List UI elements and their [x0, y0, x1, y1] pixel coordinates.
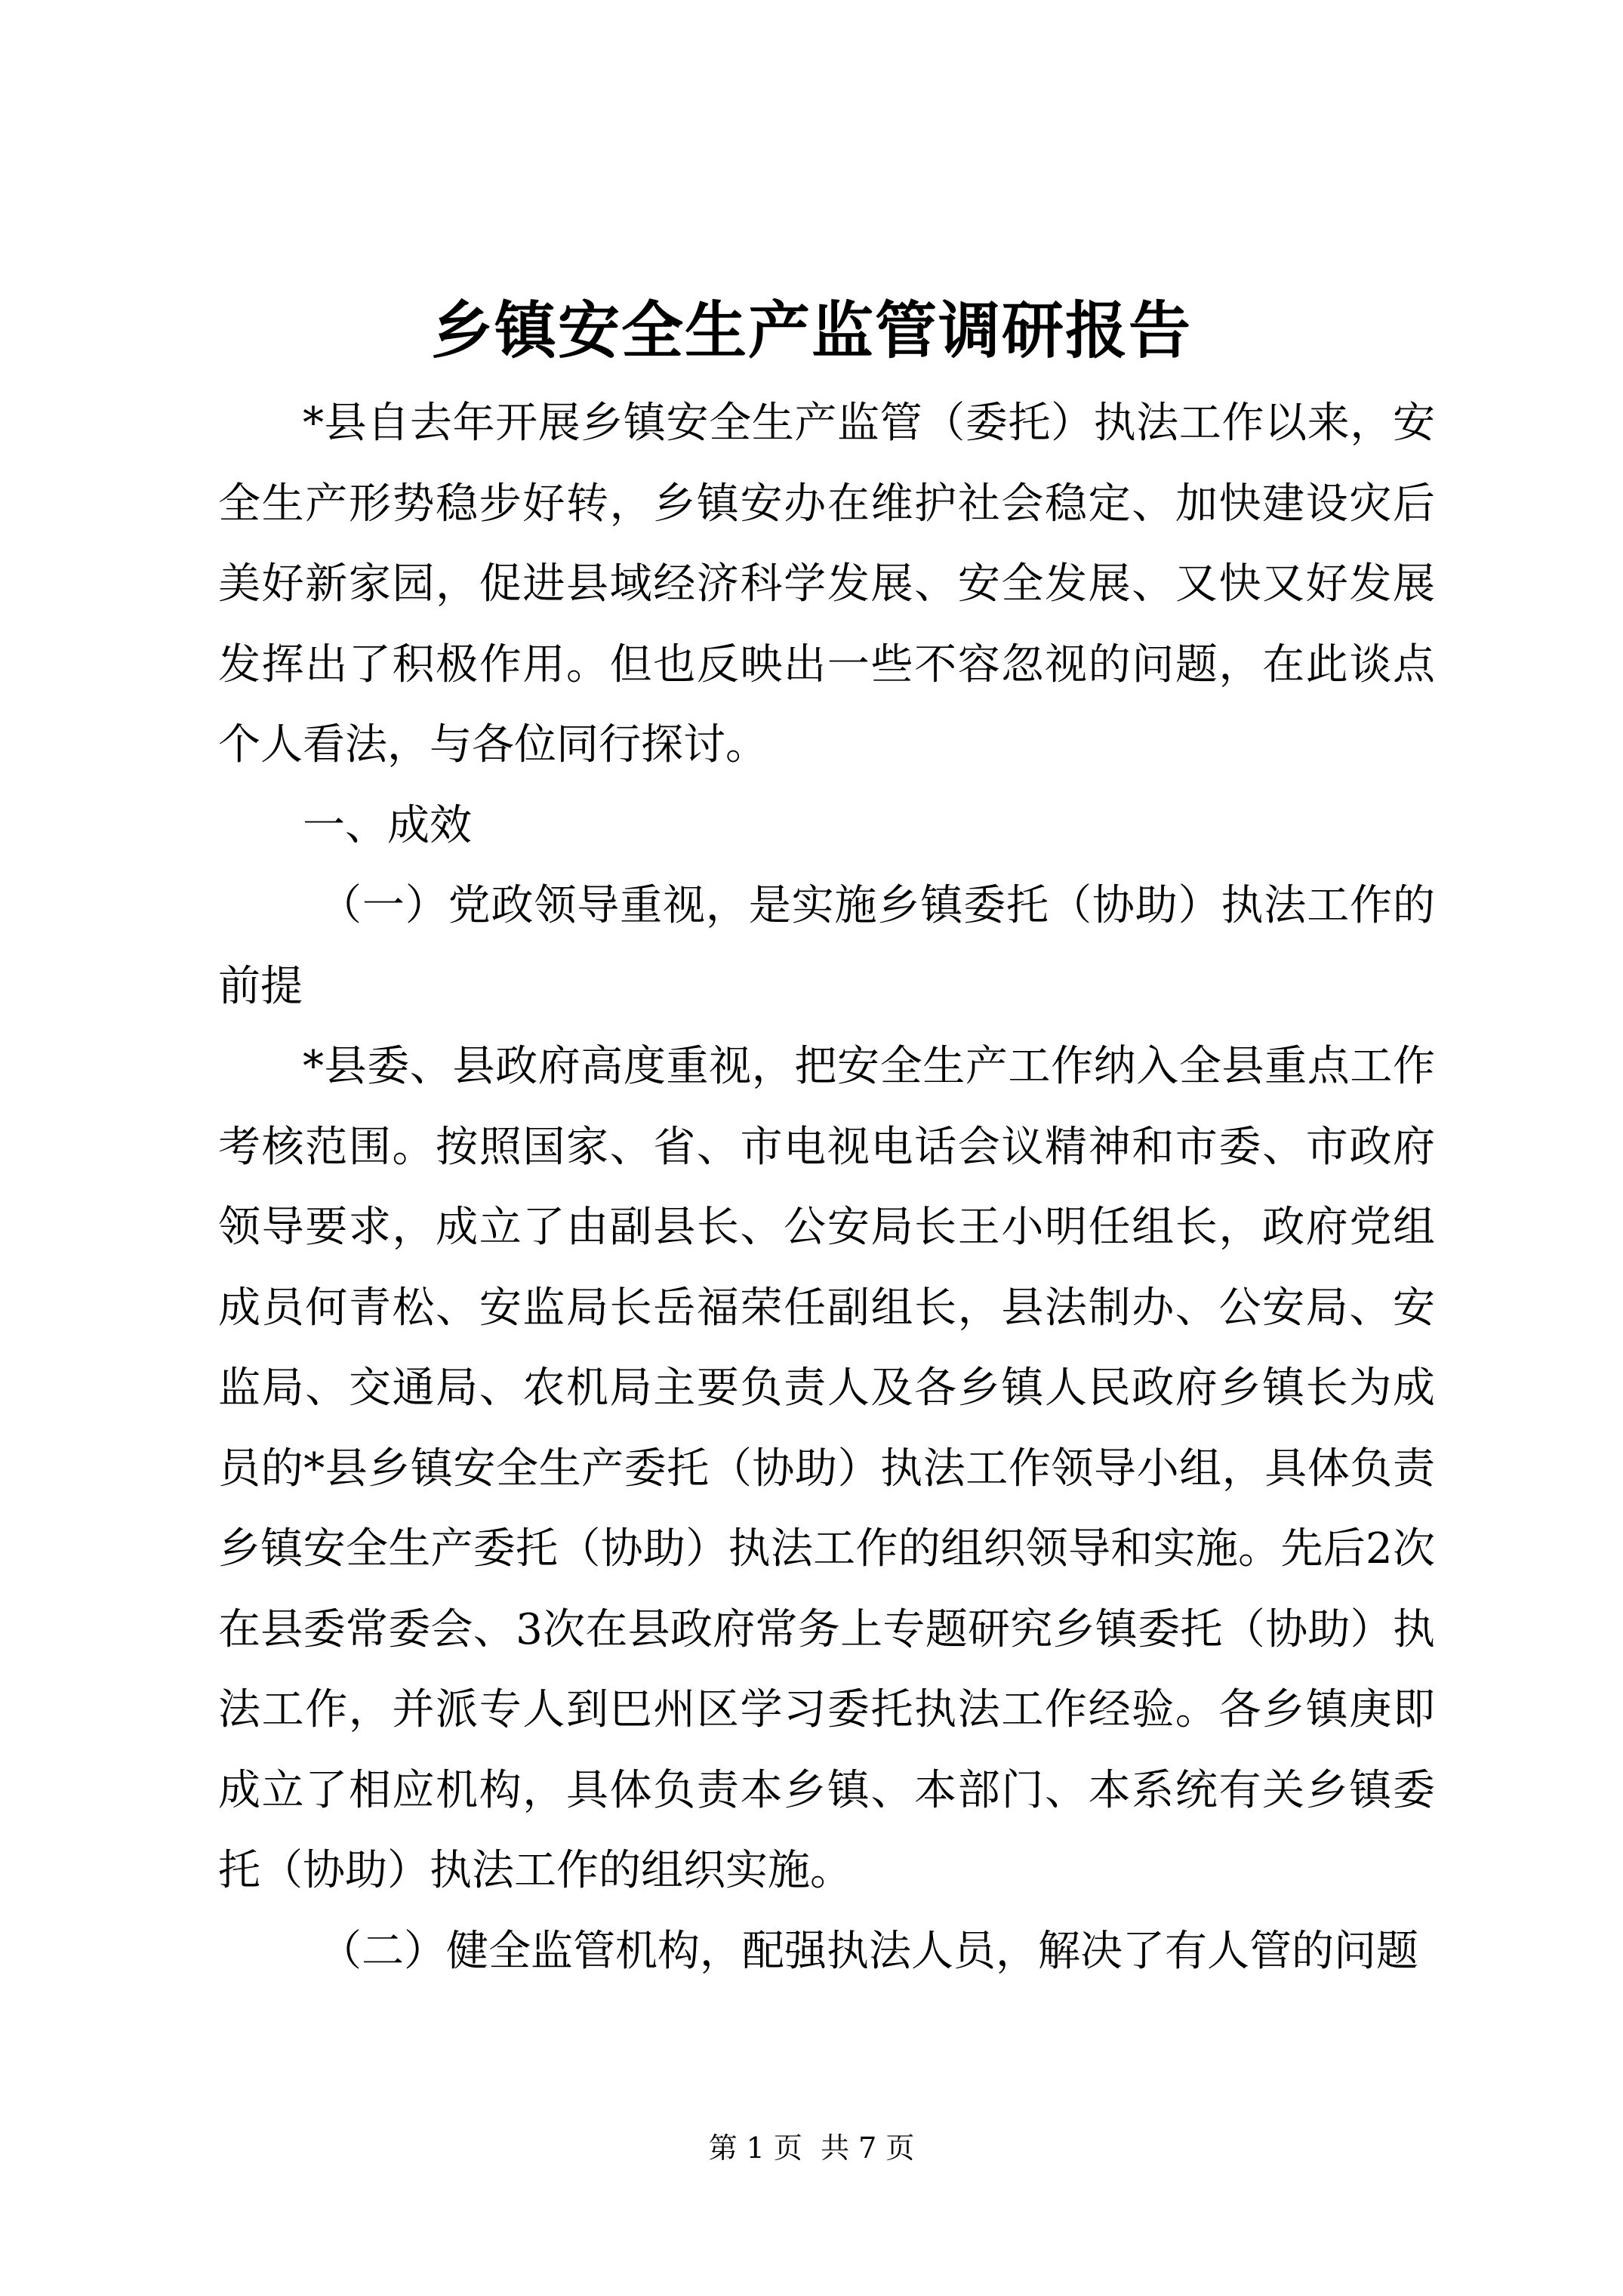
page-title: 乡镇安全生产监管调研报告 — [430, 294, 1192, 367]
paragraph-leadership: *县委、县政府高度重视，把安全生产工作纳入全县重点工作考核范围。按照国家、省、市电视电话会议精神和市委、市政府领导要求，成立了由副县长、公安局长王小明任组长，政府党组成员何青松、安监局长岳福荣任副组长，县法制办、公安局、安监局、交通局、农机局主要负责人及各乡镇人民政府乡镇长为成员的*县乡镇安全生产委托（协助）执法工作领导小组，具体负责乡镇安全生产委托（协助）执法工作的组织领导和实施。先后2次在县委常委会、3次在县政府常务上专题研究乡镇委托（协助）执法工作，并派专人到巴州区学习委托执法工作经验。各乡镇庚即成立了相应机构，具体负责本乡镇、本部门、本系统有关乡镇委托（协助）执法工作的组织实施。 — [218, 1042, 1435, 1895]
document-body — [218, 384, 1435, 1992]
subsection-heading-2: （二）健全监管机构，配强执法人员，解决了有人管的问题 — [319, 1926, 1418, 1976]
section-heading-achievements: 一、成效 — [303, 800, 472, 850]
page-number: 第 1 页 共 7 页 — [708, 2131, 915, 2165]
paragraph-intro: *县自去年开展乡镇安全生产监管（委托）执法工作以来，安全生产形势稳步好转，乡镇安办在维护社会稳定、加快建设灾后美好新家园，促进县域经济科学发展、安全发展、又快又好发展发挥出了积极作用。但也反映出一些不容忽视的问题，在此谈点个人看法，与各位同行探讨。 — [218, 399, 1435, 769]
subsection-heading-1: （一）党政领导重视，是实施乡镇委托（协助）执法工作的前提 — [218, 881, 1435, 1011]
page-footer — [0, 2129, 1623, 2167]
